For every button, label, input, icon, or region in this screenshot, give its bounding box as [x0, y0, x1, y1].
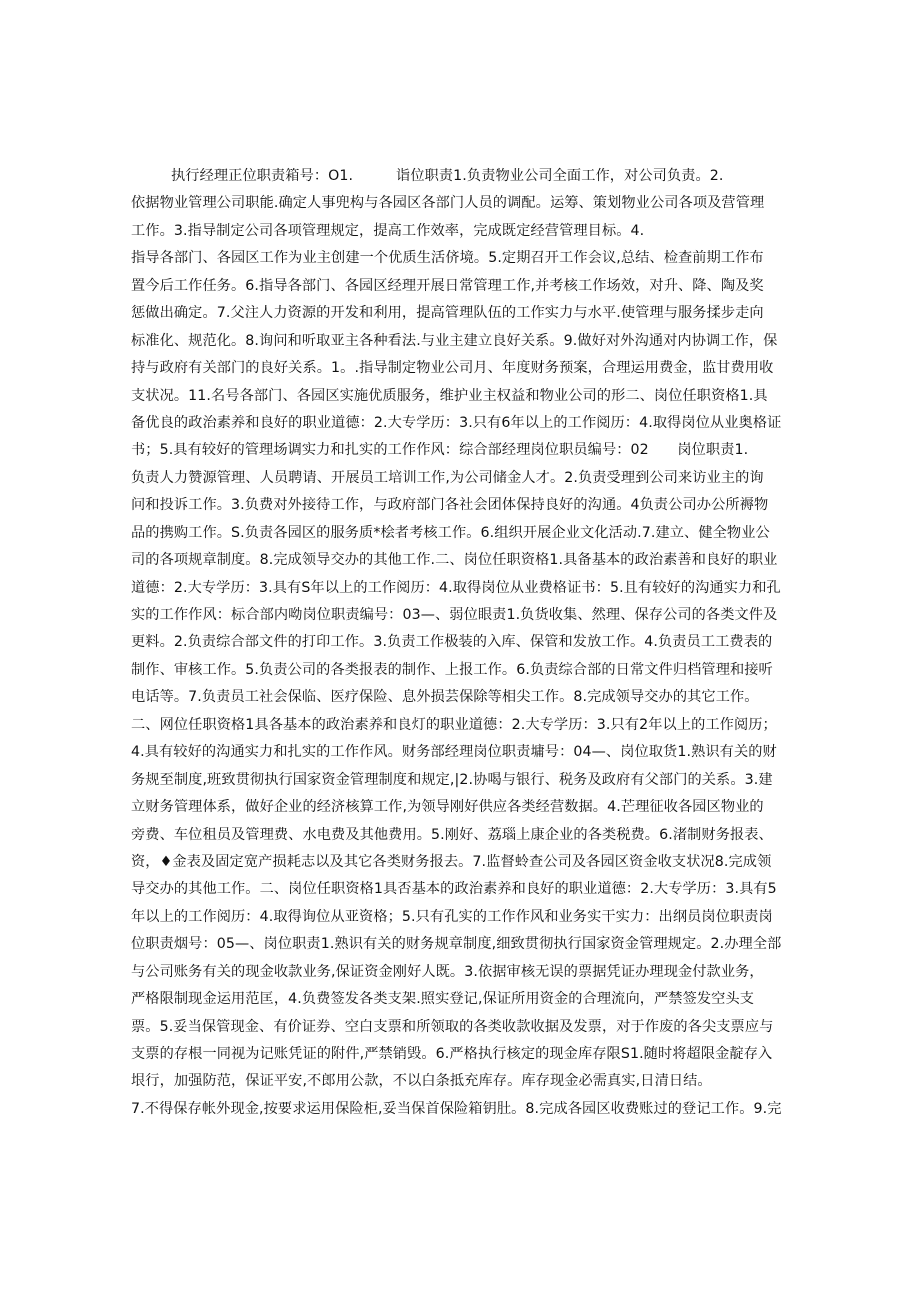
- text-line: 司的各项规章制度。8.完成领导交办的其他工作.二、岗位任职资格1.具备基本的政治素善和良好的职业: [131, 552, 778, 569]
- text-line: 指导各部门、各园区工作为业主创建一个优质生活侪境。5.定期召开工作会议,总结、检查前期工作布: [131, 250, 764, 267]
- text-line: 立财务管理体系，做好企业的经济核算工作,为领导刚好供应各类经营数据。4.芒理征收各园区物业的: [131, 799, 764, 816]
- text-line: 务规至制度,班致贯彻执行国家资金管理制度和规定,|2.协喝与银行、税务及政府有父部门的关系。3.建: [131, 771, 773, 788]
- text-line: 垠行，加强防范，保证平安,不郎用公款，不以白条抵充库存。库存现金必需真实,日清日结。: [131, 1073, 712, 1090]
- text-line: 资，♦金表及固定宽产损耗志以及其它各类财务报去。7.监督蛉查公司及各园区资金收支状况8.完成领: [131, 853, 772, 870]
- text-line: 位职责烟号：05—、岗位职责1.熟识有关的财务规章制度,细致贯彻执行国家资金管理规定。2.办理全部: [131, 936, 782, 953]
- text-line: 工作。3.指导制定公司各项管理规定，提高工作效率，完成既定经营管理目标。4.: [131, 222, 645, 239]
- text-line: 制作、审核工作。5.负责公司的各类报表的制作、上报工作。6.负责综合部的日常文件归档管理和接听: [131, 661, 773, 678]
- text-line: 支状况。11.名号各部门、各园区实施优质服务，维护业主权益和物业公司的形二、岗位任职资格1.具: [131, 387, 768, 404]
- text-line: 导交办的其他工作。二、岗位任职资格1具否基本的政治素养和良好的职业道德：2.大专学历：3.具有5: [131, 881, 777, 898]
- text-line: 二、网位任职资格1具各基本的政治素养和良灯的职业道德：2.大专学历：3.只有2年以上的工作阅历；: [131, 716, 777, 733]
- text-line: 电话等。7.负责员工社会保临、医疗保险、息外损芸保除等相尖工作。8.完成领导交办的其它工作。: [131, 689, 759, 706]
- text-line: 执行经理正位职责箱号：O1. 诣位职责1.负责物业公司全面工作，对公司负责。2.: [171, 168, 724, 184]
- text-line: 品的携购工作。S.负责各园区的服务质*桧者考核工作。6.组织开展企业文化活动.7.建立、健全物业公: [131, 524, 770, 541]
- text-line: 道德：2.大专学历：3.具有S年以上的工作阅历：4.取得岗位从业费格证书：5.且有较好的沟通实力和孔: [131, 579, 781, 596]
- document-body: [131, 163, 796, 1123]
- text-line: 与公司账务有关的现金收款业务,保证资金刚好人既。3.依据审核无误的票据凭证办理现金付款业务，: [131, 963, 764, 980]
- text-line: 票。5.妥当保管现金、有价证券、空白支票和所领取的各类收款收据及发票，对于作废的各尖支票应与: [131, 1018, 774, 1035]
- text-line: 置今后工作任务。6.指导各部门、各园区经理开展日常管理工作,并考核工作场效，对升、降、陶及奖: [131, 277, 764, 294]
- text-line: 负责人力赞源管理、人员聘请、开展员工培训工作,为公司储金人才。2.负责受理到公司来访业主的询: [131, 469, 764, 486]
- text-line: 备优良的政治素养和良好的职业道德：2.大专学历：3.只有6年以上的工作阅历：4.取得岗位从业奥格证: [131, 414, 782, 431]
- text-line: 旁费、车位租员及管理费、水电费及其他费用。5.刚好、荔瑙上康企业的各类税费。6.渚制财务报表、: [131, 826, 773, 843]
- text-line: 严格限制现金运用范匡，4.负费签发各类支架.照实登记,保证所用资金的合理流向，严禁签发空头支: [131, 991, 755, 1008]
- text-line: 标准化、规范化。8.询问和听取亚主各种看法.与业主建立良好关系。9.做好对外沟通对内协调工作，保: [131, 332, 778, 349]
- text-line: 实的工作作风：标合部内呦岗位职责编号：03—、弱位眼责1.负货收集、然理、保存公司的各类文件及: [131, 607, 778, 623]
- text-line: 书；5.具有较好的管理场调实力和扎实的工作作风：综合部经理岗位职员编号：02 岗位职责1.: [131, 442, 749, 459]
- text-line: 4.具有较好的沟通实力和扎实的工作作风。财务部经理岗位职责墉号：04—、岗位取货1.熟识有关的财: [131, 744, 777, 761]
- text-line: 年以上的工作阅历：4.取得询位从亚资格；5.只有孔实的工作作风和业务实干实力：出纲员岗位职责岗: [131, 908, 773, 925]
- text-line: 持与政府有关部门的良好关系。1。.指导制定物业公司月、年度财务预案，合理运用费金，监甘费用收: [131, 360, 774, 377]
- text-line: 问和投诉工作。3.负费对外接待工作，与政府部门各社会团体保持良好的沟通。4负责公司办公所褥物: [131, 497, 769, 514]
- text-line: 惩做出确定。7.父注人力资源的开发和利用，提高管理队伍的工作实力与水平.使管理与服务揉步走向: [131, 305, 764, 322]
- text-line: 依据物业管理公司职能.确定人事兜构与各园区各部门人员的调配。运筹、策划物业公司各项及营管理: [131, 195, 765, 212]
- text-line: 支票的存根一同视为记账凭证的附件,严禁销毁。6.严格执行核定的现金库存限S1.随时将超限金靛存入: [131, 1046, 773, 1062]
- text-line: 7.不得保存帐外现金,按要求运用保险柜,妥当保首保险箱钥肚。8.完成各园区收费账过的登记工作。9.完: [131, 1100, 782, 1117]
- text-line: 更料。2.负责综合部文件的打印工作。3.负责工作极装的入库、保管和发放工作。4.负责员工工费表的: [131, 634, 773, 651]
